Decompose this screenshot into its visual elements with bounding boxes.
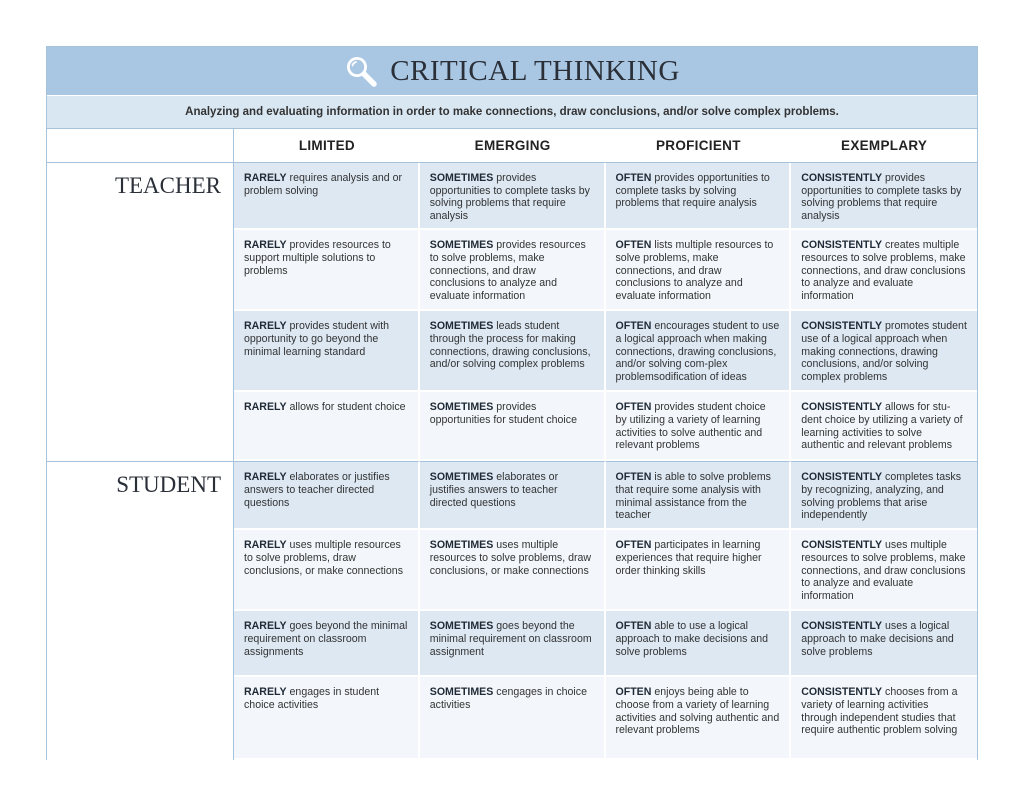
rubric-cell-exemplary [791,230,977,311]
cell-description: allows for student choice [286,401,406,414]
rubric-cell-exemplary [791,611,977,677]
frequency-keyword: CONSISTENTLY [801,686,883,699]
frequency-keyword: CONSISTENTLY [801,539,883,552]
frequency-keyword: OFTEN [615,172,652,184]
frequency-keyword: CONSISTENTLY [801,620,883,633]
cell-description: participates in learning experiences that require higher order thinking skills [615,539,762,577]
cell-description: uses a logical approach to make decisions and solve problems [801,620,954,658]
cell-description: elaborates or justifies answers to teacher directed questions [244,471,390,509]
rubric-cell-emerging [420,392,606,461]
cell-description: uses multiple resources to solve problems, make connections, and draw conclusions to analyze and evaluate information [801,539,966,602]
cell-description: leads student through the process for making connections, drawing conclusions, and/or solving complex problems [429,320,591,371]
frequency-keyword: CONSISTENTLY [801,320,883,333]
frequency-keyword: CONSISTENTLY [801,239,883,252]
frequency-keyword: RARELY [244,539,287,552]
column-header-proficient: PROFICIENT [606,129,792,163]
cell-description: allows for stu-dent choice by utilizing a variety of learning activities to solve authentic and relevant problems [801,401,963,452]
cell-description: enjoys being able to choose from a variety of learning activities and solving authentic and relevant problems [615,686,780,737]
rubric-cell-proficient [606,392,792,461]
cell-description: is able to solve problems that require some analysis with minimal assistance from the teacher [615,471,771,522]
cell-description: provides opportunities to complete tasks by solving problems that require analysis [429,172,590,222]
column-header-exemplary: EXEMPLARY [791,129,977,163]
cell-description: requires analysis and or problem solving [244,172,403,197]
cell-description: goes beyond the minimal requirement on classroom assignments [244,620,408,658]
cell-description: provides opportunities to complete tasks by solving problems that require analysis [801,172,962,222]
subtitle: Analyzing and evaluating information in order to make connections, draw conclusions, and/or solve complex problems. [47,96,977,129]
cell-description: lists multiple resources to solve problems, make connections, and draw conclusions to analyze and evaluate information [615,239,774,302]
frequency-keyword: CONSISTENTLY [801,401,883,414]
corner-cell [47,129,234,163]
cell-description: able to use a logical approach to make decisions and solve problems [615,620,769,658]
frequency-keyword: SOMETIMES [429,471,494,484]
rubric-row [47,461,977,530]
page-title: CRITICAL THINKING [390,54,680,87]
cell-description: elaborates or justifies answers to teacher directed questions [429,471,559,509]
frequency-keyword: RARELY [244,239,287,252]
cell-description: provides student with opportunity to go beyond the minimal learning standard [244,320,390,358]
cell-description: creates multiple resources to solve problems, make connections, and draw conclusions to analyze and evaluate information [801,239,966,302]
rubric-cell-limited [234,230,420,311]
rubric-cell-emerging [420,677,606,760]
section-label-teacher: TEACHER [47,163,234,461]
title-bar [47,47,977,96]
rubric-cell-limited [234,311,420,392]
rubric-cell-exemplary [791,530,977,611]
frequency-keyword: RARELY [244,686,287,699]
rubric-row [47,163,977,230]
column-header-row [47,129,977,163]
rubric-cell-emerging [420,230,606,311]
rubric-cell-proficient [606,163,792,230]
cell-description: provides student choice by utilizing a variety of learning activities to solve authentic and relevant problems [615,401,766,452]
rubric-cell-limited [234,611,420,677]
frequency-keyword: SOMETIMES [429,172,494,184]
column-header-emerging: EMERGING [420,129,606,163]
frequency-keyword: RARELY [244,471,287,484]
rubric-cell-exemplary [791,392,977,461]
rubric-cell-proficient [606,461,792,530]
rubric-cell-exemplary [791,461,977,530]
rubric-table [47,129,977,760]
frequency-keyword: SOMETIMES [429,686,494,699]
rubric-cell-limited [234,677,420,760]
frequency-keyword: OFTEN [615,620,652,633]
frequency-keyword: CONSISTENTLY [801,172,883,184]
rubric-cell-proficient [606,230,792,311]
rubric-cell-exemplary [791,677,977,760]
frequency-keyword: CONSISTENTLY [801,471,883,484]
cell-description: provides resources to solve problems, make connections, and draw conclusions to analyze and evaluate information [429,239,586,302]
column-header-limited: LIMITED [234,129,420,163]
frequency-keyword: RARELY [244,401,287,414]
frequency-keyword: RARELY [244,172,287,184]
rubric-cell-limited [234,392,420,461]
rubric-cell-emerging [420,163,606,230]
rubric-cell-limited [234,163,420,230]
cell-description: provides opportunities to complete tasks by solving problems that require analysis [615,172,770,210]
rubric-cell-exemplary [791,311,977,392]
magnifying-glass-icon [344,54,378,88]
frequency-keyword: SOMETIMES [429,620,494,633]
cell-description: provides resources to support multiple solutions to problems [244,239,391,277]
cell-description: provides opportunities for student choice [429,401,577,426]
section-label-student: STUDENT [47,461,234,760]
rubric-cell-limited [234,461,420,530]
rubric-cell-emerging [420,611,606,677]
cell-description: cengages in choice activities [429,686,587,711]
rubric-cell-proficient [606,311,792,392]
rubric-cell-proficient [606,530,792,611]
frequency-keyword: OFTEN [615,471,652,484]
cell-description: promotes student use of a logical approach when making connections, drawing conclusions, and/or solving complex problems [801,320,967,383]
frequency-keyword: OFTEN [615,539,652,552]
rubric-cell-emerging [420,461,606,530]
frequency-keyword: OFTEN [615,401,652,414]
cell-description: encourages student to use a logical approach when making connections, drawing conclusions, and/or solving com-plex problemsodification of ideas [615,320,780,383]
frequency-keyword: OFTEN [615,239,652,252]
rubric-cell-emerging [420,530,606,611]
cell-description: uses multiple resources to solve problems, draw conclusions, or make connections [429,539,592,577]
cell-description: chooses from a variety of learning activities through independent studies that require authentic problem solving [801,686,958,737]
rubric-cell-emerging [420,311,606,392]
frequency-keyword: SOMETIMES [429,539,494,552]
frequency-keyword: SOMETIMES [429,320,494,333]
frequency-keyword: SOMETIMES [429,239,494,252]
cell-description: completes tasks by recognizing, analyzing, and solving problems that arise independently [801,471,961,522]
rubric-cell-proficient [606,611,792,677]
frequency-keyword: SOMETIMES [429,401,494,414]
rubric-cell-proficient [606,677,792,760]
frequency-keyword: OFTEN [615,320,652,333]
rubric-cell-limited [234,530,420,611]
cell-description: goes beyond the minimal requirement on classroom assignment [429,620,592,658]
rubric-sheet [46,46,978,760]
frequency-keyword: RARELY [244,620,287,633]
rubric-cell-exemplary [791,163,977,230]
frequency-keyword: RARELY [244,320,287,333]
cell-description: engages in student choice activities [244,686,380,711]
cell-description: uses multiple resources to solve problems, draw conclusions, or make connections [244,539,403,577]
frequency-keyword: OFTEN [615,686,652,699]
